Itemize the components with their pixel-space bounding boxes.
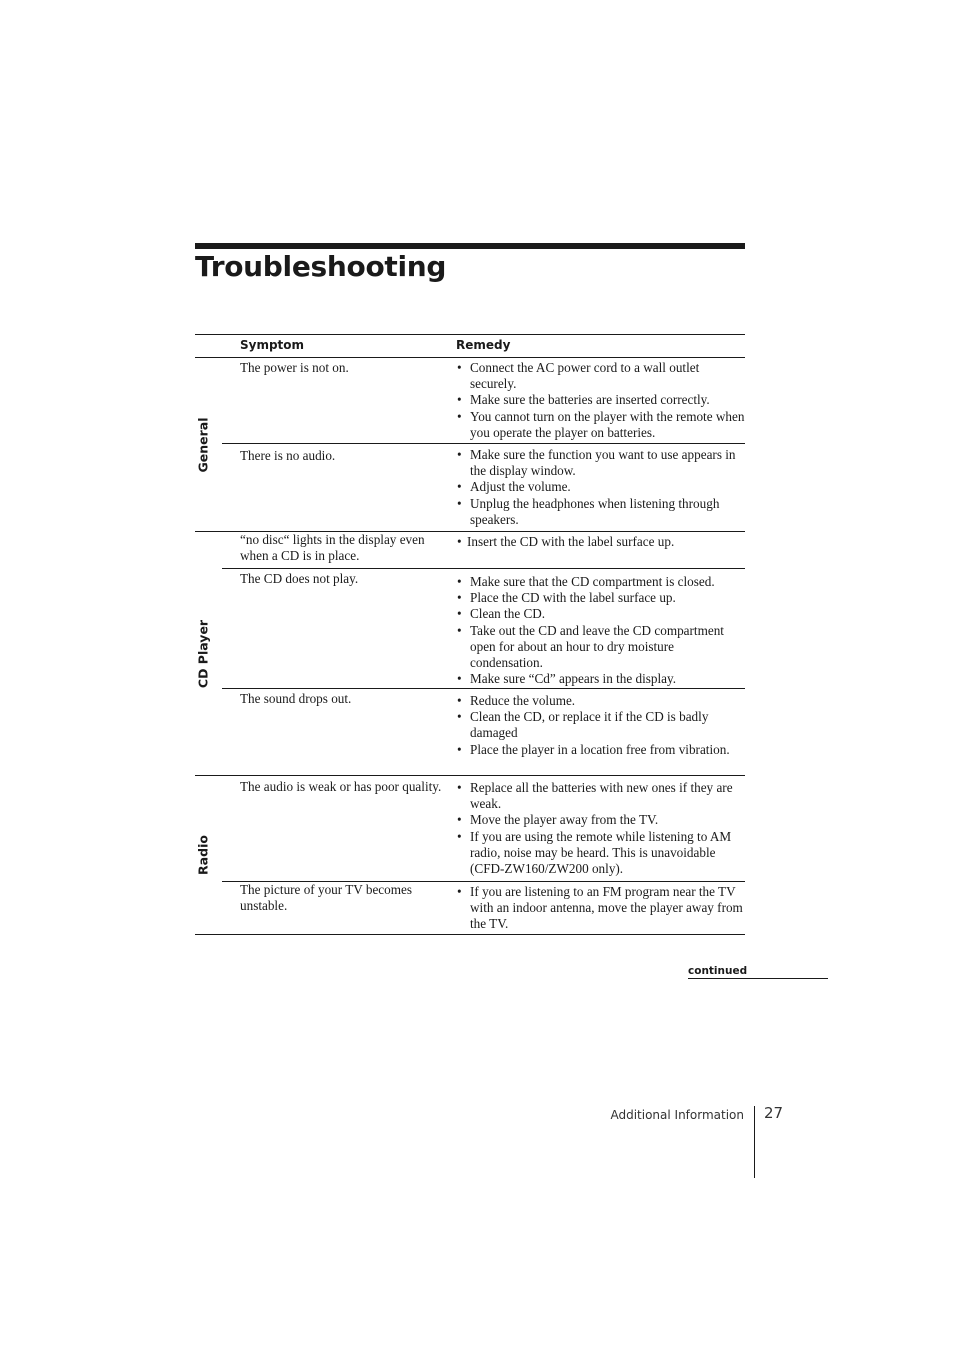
remedy-header: Remedy [456, 338, 511, 352]
symptom-header: Symptom [240, 338, 305, 352]
table-row-symptom: The picture of your TV becomes unstable. [240, 882, 412, 914]
footer-section-title: Additional Information [610, 1108, 744, 1122]
remedy-item: • Place the player in a location free from vibration. [456, 742, 746, 758]
page-title: Troubleshooting [195, 250, 447, 283]
section-cd-player [195, 532, 211, 775]
remedy-item: • Insert the CD with the label surface up. [456, 534, 746, 550]
remedy-item: • Connect the AC power cord to a wall outlet securely. [456, 360, 746, 392]
remedy-item: • You cannot turn on the player with the remote when you operate the player on batteries. [456, 409, 746, 441]
continued-label: continued [688, 965, 748, 977]
title-rule [195, 243, 745, 249]
section-label: Radio [195, 835, 211, 875]
remedy-item: • Make sure the function you want to use appears in the display window. [456, 447, 746, 479]
table-row-symptom: The CD does not play. [240, 571, 359, 586]
remedy-item: • Take out the CD and leave the CD compartment open for about an hour to dry moisture condensation. [456, 623, 746, 672]
continued-rule [688, 978, 828, 979]
remedy-item: • Move the player away from the TV. [456, 812, 746, 828]
remedy-item: • Reduce the volume. [456, 693, 746, 709]
row-divider [222, 568, 745, 569]
remedy-item: • Make sure the batteries are inserted correctly. [456, 392, 746, 408]
table-row-symptom: The power is not on. [240, 360, 349, 375]
remedy-item: • If you are using the remote while listening to AM radio, noise may be heard. This is unavoidable (CFD-ZW160/ZW200 only). [456, 829, 746, 878]
remedy-item: • Clean the CD. [456, 606, 746, 622]
remedy-item: • Adjust the volume. [456, 479, 746, 495]
header-rule [195, 357, 745, 358]
section-label: CD Player [195, 619, 211, 688]
remedy-item: • Make sure “Cd” appears in the display. [456, 671, 746, 687]
table-row-remedies [456, 693, 746, 758]
table-row-remedies [456, 360, 746, 441]
table-row-remedies [456, 574, 746, 687]
table-top-rule [195, 334, 745, 335]
table-row-remedies [456, 534, 746, 550]
section-radio [195, 776, 211, 934]
table-row-remedies [456, 884, 746, 933]
remedy-item: • Clean the CD, or replace it if the CD is badly damaged [456, 709, 746, 741]
table-row-symptom: “no disc“ lights in the display even when a CD is in place. [240, 532, 425, 564]
row-divider [222, 688, 745, 689]
remedy-item: • If you are listening to an FM program near the TV with an indoor antenna, move the player away from the TV. [456, 884, 746, 933]
table-row-symptom: The audio is weak or has poor quality. [240, 779, 442, 794]
remedy-item: • Replace all the batteries with new ones if they are weak. [456, 780, 746, 812]
remedy-item: • Place the CD with the label surface up. [456, 590, 746, 606]
page-number: 27 [764, 1104, 784, 1122]
table-bottom-rule [195, 934, 745, 935]
row-divider [222, 443, 745, 444]
section-label: General [195, 417, 211, 472]
table-row-symptom: The sound drops out. [240, 691, 352, 706]
remedy-item: • Make sure that the CD compartment is closed. [456, 574, 746, 590]
section-divider [195, 775, 745, 776]
table-row-remedies [456, 447, 746, 528]
footer-rule [754, 1106, 755, 1178]
remedy-item: • Unplug the headphones when listening through speakers. [456, 496, 746, 528]
table-row-symptom: There is no audio. [240, 448, 336, 463]
section-general [195, 358, 211, 531]
table-row-remedies [456, 780, 746, 877]
